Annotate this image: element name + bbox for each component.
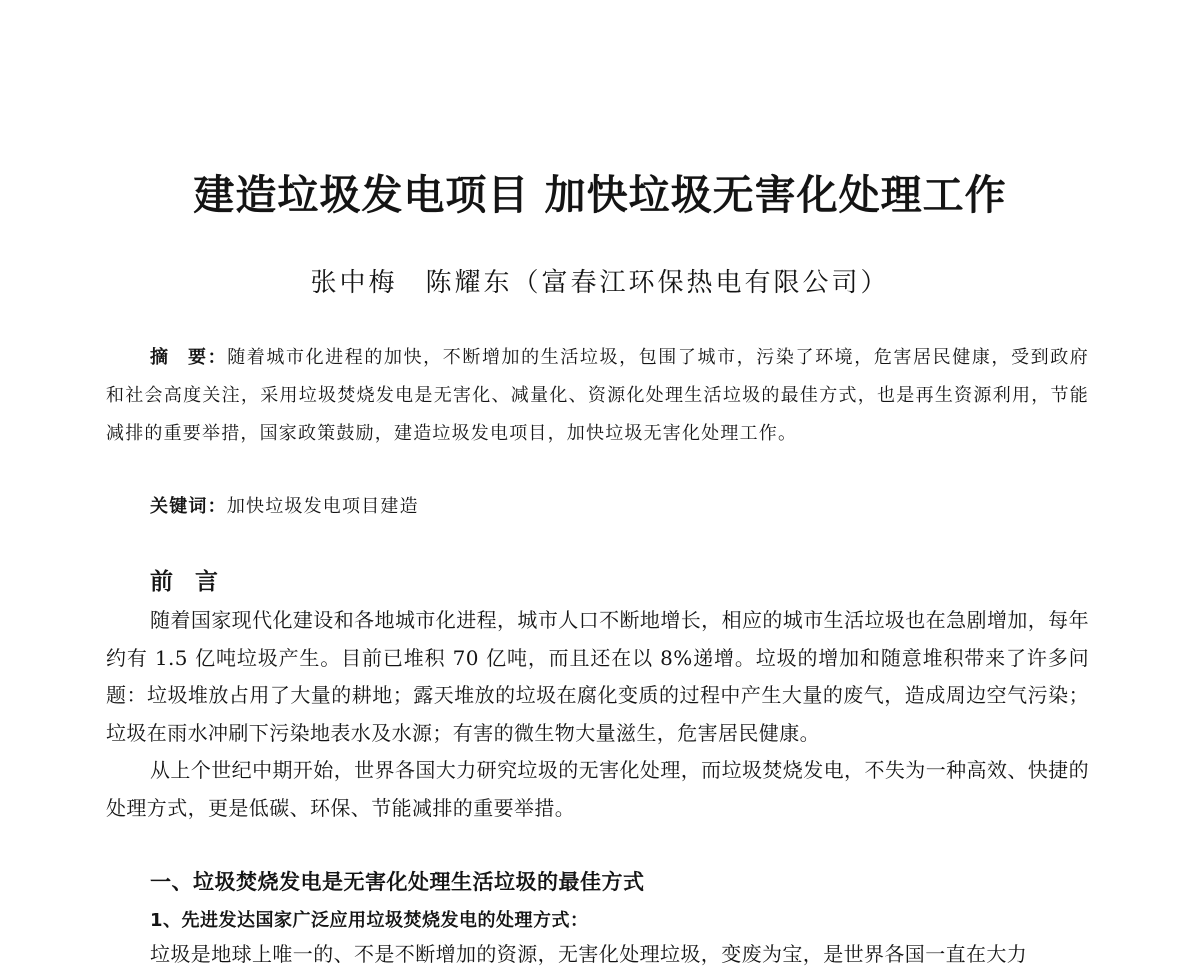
- foreword-paragraph-2: 从上个世纪中期开始，世界各国大力研究垃圾的无害化处理，而垃圾焚烧发电，不失为一种高效、快捷的处理方式，更是低碳、环保、节能减排的重要举措。: [106, 758, 1089, 820]
- author-name: 张中梅: [310, 268, 398, 298]
- abstract-label: 摘 要：: [150, 347, 228, 368]
- section-heading: 一、垃圾焚烧发电是无害化处理生活垃圾的最佳方式: [150, 870, 645, 894]
- author-affiliation: （富春江环保热电有限公司）: [512, 268, 890, 298]
- article-title: 建造垃圾发电项目 加快垃圾无害化处理工作: [193, 171, 1007, 219]
- keywords-label: 关键词：: [150, 496, 227, 517]
- keywords-text: 加快垃圾发电项目建造: [226, 496, 419, 517]
- subsection-heading: 1、先进发达国家广泛应用垃圾焚烧发电的处理方式：: [150, 910, 589, 931]
- byline: [0, 262, 1200, 299]
- cutoff-text-line: 垃圾是地球上唯一的、不是不断增加的资源，无害化处理垃圾，变废为宝，是世界各国一直在大力: [150, 942, 1028, 966]
- author-name-2: 陈耀东: [425, 268, 513, 298]
- keywords: [106, 491, 1089, 523]
- abstract: [106, 339, 1089, 453]
- foreword-paragraph-1: 随着国家现代化建设和各地城市化进程，城市人口不断地增长，相应的城市生活垃圾也在急剧增加，每年约有 1.5 亿吨垃圾产生。目前已堆积 70 亿吨，而且还在以 8%递增。垃圾的增加和随意堆积带来了许多问题：垃圾堆放占用了大量的耕地；露天堆放的垃圾在腐化变质的过程中产生大量的废气，造成周边空气污染；垃圾在雨水冲刷下污染地表水及水源；有害的微生物大量滋生，危害居民健康。: [106, 608, 1089, 745]
- foreword-heading: 前 言: [150, 569, 220, 595]
- abstract-text: 随着城市化进程的加快，不断增加的生活垃圾，包围了城市，污染了环境，危害居民健康，受到政府和社会高度关注，采用垃圾焚烧发电是无害化、减量化、资源化处理生活垃圾的最佳方式，也是再生资源利用，节能减排的重要举措，国家政策鼓励，建造垃圾发电项目，加快垃圾无害化处理工作。: [106, 347, 1090, 444]
